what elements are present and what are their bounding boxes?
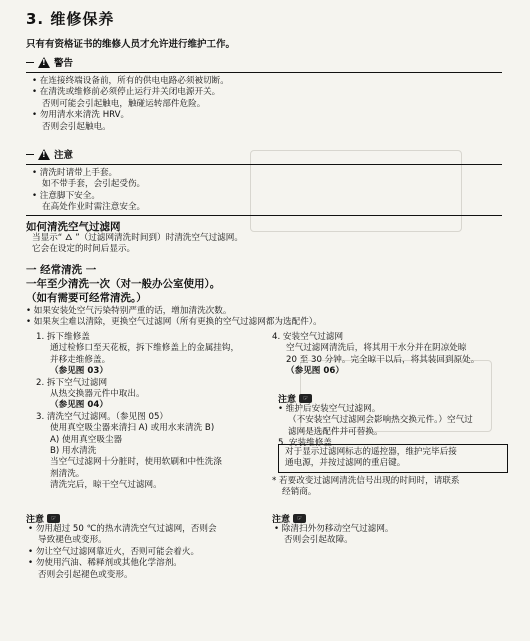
page-title: 3. 维修保养 [26,10,115,28]
caution-text [32,168,145,214]
step-line: （参见图 03） [50,366,108,377]
warning-line: 否则可能会引起触电，触碰运转部件危险。 [42,98,206,109]
steps-right [272,332,479,378]
warning-label: 警告 [54,58,74,69]
divider [26,72,502,73]
caution-label: 注意 [54,150,74,161]
warning-line: 否则会引起触电。 [42,121,111,132]
step-line: 4. 安装空气过滤网 [272,332,344,342]
regular-line: • 如果安装处空气污染特别严重的话，增加清洗次数。 [26,306,232,316]
warning-icon [38,57,50,68]
note-line: 滤网是选配件并可替换。 [288,426,383,437]
caution-line: 如不带手套，会引起受伤。 [42,179,146,190]
warning-line: • 勿用清水来清洗 HRV。 [32,110,130,121]
dash-mark [26,62,34,63]
framed-notice [278,444,508,473]
note-line: • 勿使用汽油、稀释剂或其他化学溶剂。 [28,558,182,569]
step-line: 空气过滤网清洗后，将其用干水分并在阴凉处晾 [286,343,467,354]
caution-line: 在高处作业时需注意安全。 [42,202,146,213]
note-bottom-left-text [28,524,217,581]
note-line: • 勿用超过 50 ℃的热水清洗空气过滤网，否则会 [28,524,217,534]
regular-sub2: （如有需要可经常清洗。） [26,292,147,304]
step-line: 2. 拆下空气过滤网 [36,377,108,388]
note-bottom-left-label: 注意 [26,515,45,525]
step-line: 当空气过滤网十分脏时，使用软刷和中性洗涤 [50,457,222,468]
asterisk-line: * 若要改变过滤网清洗信号出现的时间时，请联系 [272,476,460,486]
regular-line: • 如果灰尘难以清除，更换空气过滤网（所有更换的空气过滤网都为选配件）。 [26,317,322,328]
regular-heading: 一 经常清洗 一 [26,264,97,276]
step-line: 并移走维修盖。 [50,354,111,365]
step-line: 3. 清洗空气过滤网。（参见图 05） [36,411,169,422]
caution-line: • 注意脚下安全。 [32,190,100,201]
warning-line: • 在清洗或维修前必须停止运行并关闭电源开关。 [32,87,221,98]
hand-note-icon: ☞ [293,514,306,523]
page-subtitle: 只有有资格证书的维修人员才允许进行维护工作。 [26,39,236,50]
note-line: （不安装空气过滤网会影响热交换元件。）空气过 [288,415,473,426]
step-line: 从热交换器元件中取出。 [50,389,145,400]
step-line: 清洗完后，晾干空气过滤网。 [50,480,162,491]
note-line: • 维护后安装空气过滤网。 [278,404,381,414]
steps-left [36,332,239,492]
step-line: 1. 拆下维修盖 [36,332,90,342]
hand-note-icon: ☞ [47,514,60,523]
regular-text [26,306,322,329]
framed-line: 通电源，并按过滤网的重启键。 [285,458,406,469]
note-right-label: 注意 [278,395,297,405]
asterisk-note [272,476,460,499]
note-line: • 勿让空气过滤网靠近火，否则可能会着火。 [28,546,200,557]
note-line: 导致褪色或变形。 [38,535,107,546]
dash-mark [26,154,34,155]
divider [26,215,502,216]
caution-header [26,147,73,161]
note-line: 否则会引起褪色或变形。 [38,569,133,580]
hand-note-icon: ☞ [299,394,312,403]
note-line: • 除清扫外勿移动空气过滤网。 [274,524,394,534]
caution-icon [38,149,50,160]
filter-line: 当显示“ 🜂 ”（过滤网清洗时间到）时清洗空气过滤网。 [32,233,243,243]
asterisk-line: 经销商。 [282,487,317,498]
caution-line: • 清洗时请带上手套。 [32,168,118,178]
note-line: 5. 安装维修盖 [278,438,332,449]
step-line: 通过检修口至天花板，拆下维修盖上的金属挂钩， [50,343,240,354]
regular-sub1: 一年至少清洗一次（对一般办公室使用）。 [26,278,221,290]
warning-text [32,76,229,133]
step-line: （参见图 04） [50,400,108,411]
divider [26,164,502,165]
warning-line: • 在连接终端设备前，所有的供电电路必须被切断。 [32,76,229,86]
warning-header [26,55,73,69]
step-line: 使用真空吸尘器来清扫 A) 或用水来清洗 B) [50,423,215,434]
framed-line: 对于显示过滤网标志的遥控器，维护完毕后接 [285,447,457,457]
note-line: 否则会引起故障。 [284,535,353,546]
filter-heading: 如何清洗空气过滤网 [26,221,121,233]
bleed-through-figure [250,150,462,232]
step-line: B) 用水清洗 [50,446,97,457]
filter-line: 它会在设定的时间后显示。 [32,244,136,255]
filter-text [32,233,243,256]
note-right-text [278,404,473,450]
step-line: 剂清洗。 [50,468,85,479]
step-line: （参见图 06） [286,366,344,377]
step-line: 20 至 30 分钟。完全晾干以后，将其装回到原处。 [286,354,480,365]
note-bottom-right-label: 注意 [272,515,291,525]
step-line: A) 使用真空吸尘器 [50,434,123,445]
note-bottom-right-text [274,524,394,547]
